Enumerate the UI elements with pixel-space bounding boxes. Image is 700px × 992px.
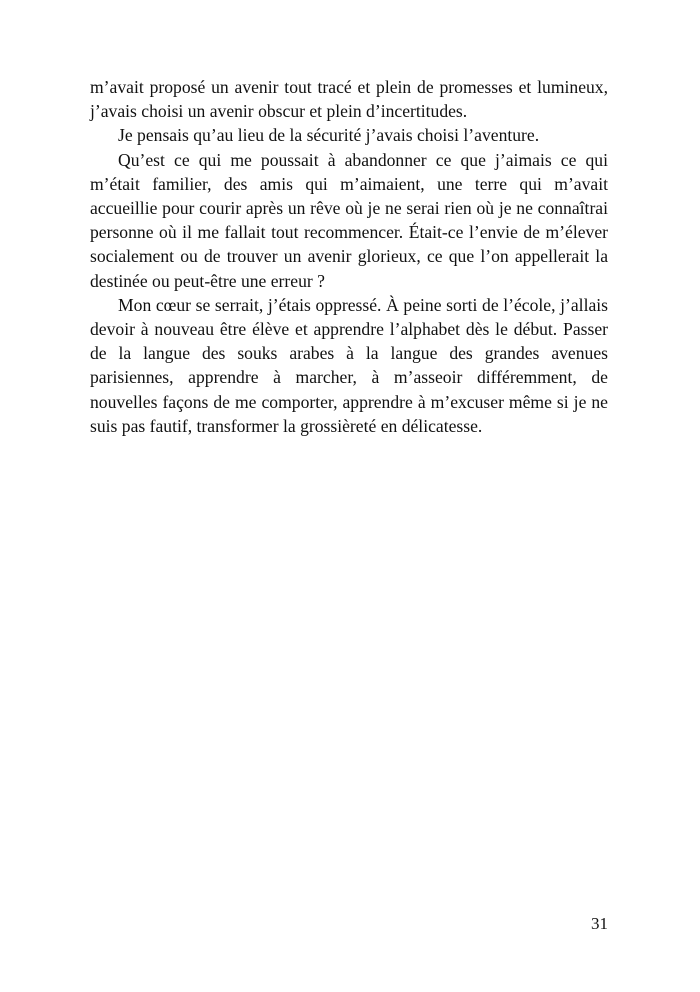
body-text — [90, 75, 608, 438]
paragraph-4: Mon cœur se serrait, j’étais oppressé. À peine sorti de l’école, j’allais devoir à nouveau être élève et apprendre l’alphabet dès le début. Passer de la langue des souks arabes à la langue des grandes avenues parisiennes, apprendre à marcher, à m’asseoir différemment, de nouvelles façons de me comporter, apprendre à m’excuser même si je ne suis pas fautif, transformer la grossièreté en délicatesse. — [90, 294, 608, 436]
paragraph-2: Je pensais qu’au lieu de la sécurité j’avais choisi l’aventure. — [118, 125, 540, 146]
paragraph-3: Qu’est ce qui me poussait à abandonner ce que j’aimais ce qui m’était familier, des amis qui m’aimaient, une terre qui m’avait accueillie pour courir après un rêve où je ne serai rien où je ne connaîtrai personne où il me fallait tout recommencer. Était-ce l’envie de m’élever socialement ou de trouver un avenir glorieux, ce que l’on appellerait la destinée ou peut-être une erreur ? — [90, 149, 608, 291]
paragraph-1: m’avait proposé un avenir tout tracé et plein de promesses et lumineux, j’avais choisi un avenir obscur et plein d’incertitudes. — [90, 77, 608, 122]
page-number: 31 — [591, 914, 608, 933]
